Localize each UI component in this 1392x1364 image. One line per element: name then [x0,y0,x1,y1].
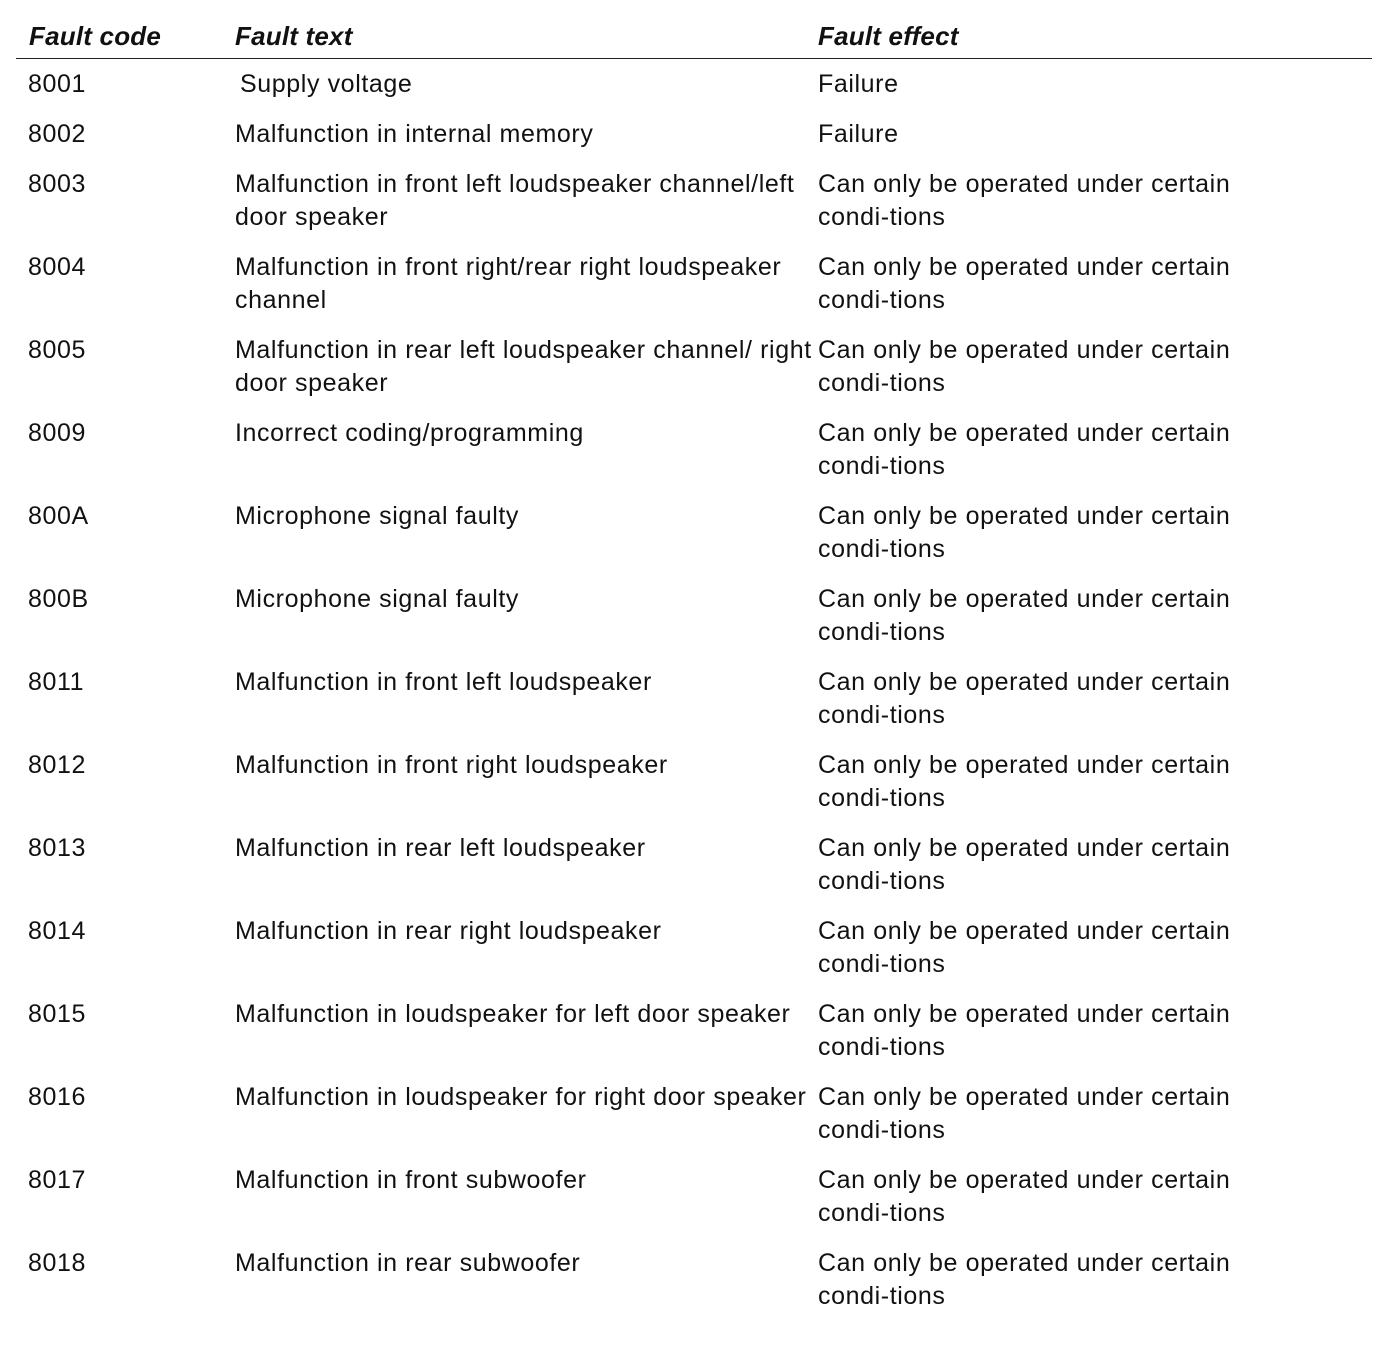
fault-code-cell: 800A [28,502,89,530]
fault-text-cell: Malfunction in rear subwoofer [235,1249,581,1277]
fault-effect-cell: Can only be operated under certain condi-tions [818,1166,1231,1227]
table-row [16,1238,1372,1321]
fault-code-cell: 8015 [28,1000,87,1028]
table-row [16,491,1372,574]
table-row [16,159,1372,242]
header-fault-effect: Fault effect [818,21,959,51]
fault-effect-cell: Can only be operated under certain condi-tions [818,1249,1231,1310]
fault-text-cell: Malfunction in front right/rear right loudspeaker channel [235,253,782,314]
fault-effect-cell: Failure [818,120,899,148]
fault-effect-cell: Can only be operated under certain condi-tions [818,502,1231,563]
fault-effect-cell: Can only be operated under certain condi-tions [818,419,1231,480]
fault-effect-cell: Can only be operated under certain condi-tions [818,917,1231,978]
table-row [16,740,1372,823]
fault-effect-cell: Can only be operated under certain condi-tions [818,1083,1231,1144]
fault-text-cell: Malfunction in loudspeaker for right door speaker [235,1083,807,1111]
fault-effect-cell: Can only be operated under certain condi-tions [818,170,1231,231]
fault-code-cell: 8016 [28,1083,87,1111]
fault-text-cell: Malfunction in front subwoofer [235,1166,587,1194]
fault-code-cell: 8011 [28,668,85,696]
fault-effect-cell: Can only be operated under certain condi-tions [818,834,1231,895]
header-fault-text: Fault text [235,21,353,51]
header-fault-code: Fault code [29,21,162,51]
fault-code-cell: 8001 [28,70,87,98]
fault-code-cell: 8002 [28,120,87,148]
fault-code-cell: 8013 [28,834,87,862]
table-row [16,823,1372,906]
fault-text-cell: Malfunction in rear left loudspeaker [235,834,646,862]
table-row [16,109,1372,159]
fault-effect-cell: Can only be operated under certain condi-tions [818,1000,1231,1061]
fault-text-cell: Malfunction in internal memory [235,120,594,148]
fault-code-table [16,18,1372,1321]
fault-code-cell: 8017 [28,1166,87,1194]
table-row [16,325,1372,408]
table-header [16,18,1372,59]
fault-text-cell: Malfunction in front left loudspeaker channel/left door speaker [235,170,795,231]
fault-effect-cell: Can only be operated under certain condi-tions [818,585,1231,646]
fault-text-cell: Microphone signal faulty [235,585,519,613]
table-row [16,906,1372,989]
fault-text-cell: Malfunction in front right loudspeaker [235,751,668,779]
fault-text-cell: Malfunction in rear right loudspeaker [235,917,662,945]
fault-text-cell: Malfunction in front left loudspeaker [235,668,652,696]
fault-text-cell: Malfunction in loudspeaker for left door speaker [235,1000,791,1028]
table-row [16,1072,1372,1155]
table-row [16,408,1372,491]
table-row [16,657,1372,740]
fault-effect-cell: Can only be operated under certain condi-tions [818,668,1231,729]
table-row [16,242,1372,325]
table-row [16,1155,1372,1238]
fault-code-cell: 8014 [28,917,87,945]
fault-text-cell: Malfunction in rear left loudspeaker channel/ right door speaker [235,336,812,397]
fault-text-cell: Microphone signal faulty [235,502,519,530]
fault-code-cell: 8009 [28,419,87,447]
fault-text-cell: Incorrect coding/programming [235,419,584,447]
fault-effect-cell: Can only be operated under certain condi-tions [818,751,1231,812]
fault-code-cell: 8005 [28,336,87,364]
fault-code-cell: 8018 [28,1249,87,1277]
table-row [16,59,1372,109]
table-row [16,574,1372,657]
fault-effect-cell: Can only be operated under certain condi-tions [818,336,1231,397]
fault-code-cell: 800B [28,585,89,613]
table-row [16,989,1372,1072]
fault-code-cell: 8012 [28,751,87,779]
fault-code-cell: 8004 [28,253,87,281]
fault-effect-cell: Can only be operated under certain condi-tions [818,253,1231,314]
fault-code-cell: 8003 [28,170,87,198]
fault-effect-cell: Failure [818,70,899,98]
fault-text-cell: Supply voltage [240,70,413,98]
